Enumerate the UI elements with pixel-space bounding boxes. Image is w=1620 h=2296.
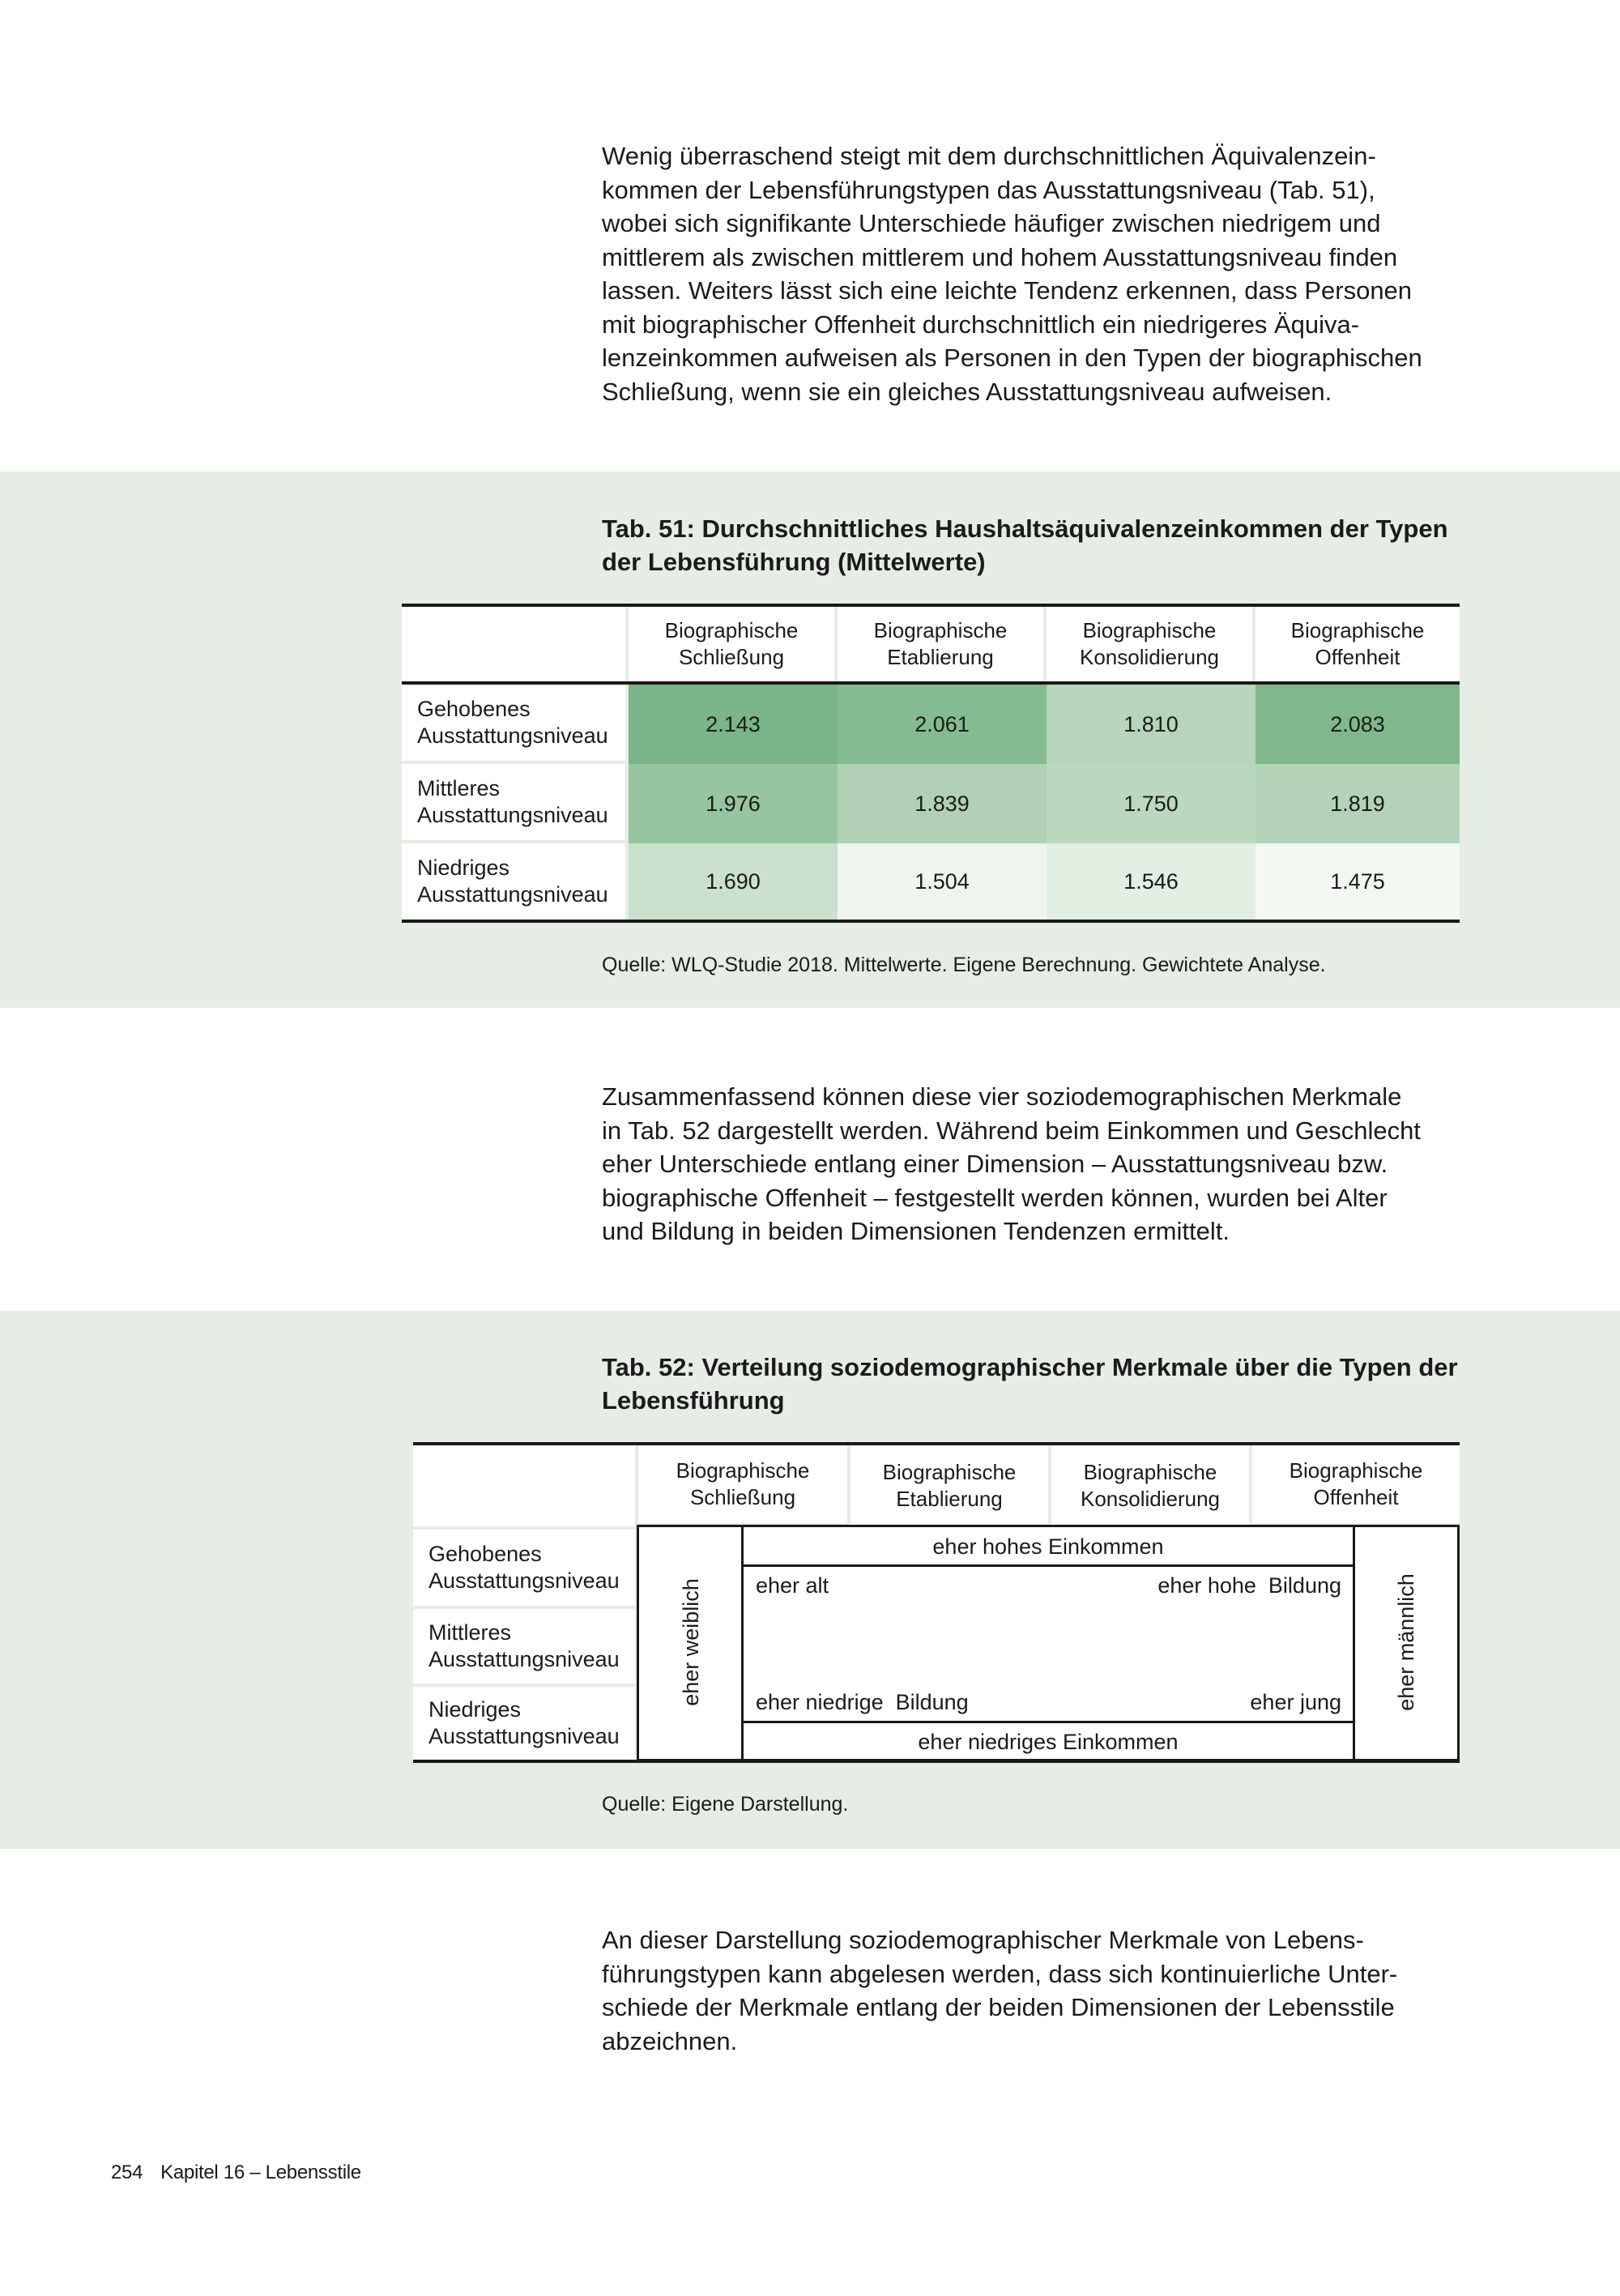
table51-col-header: Biographische Offenheit [1256,607,1460,681]
page-number: 254 [111,2162,143,2183]
table52-col-header: Biographische Schließung [638,1445,847,1523]
table51-row-label: Gehobenes Ausstattungsniveau [402,685,625,761]
table51-row-label: Mittleres Ausstattungsniveau [402,764,625,840]
table52-bottom-rule [413,1760,1460,1763]
table51-value-cell: 1.976 [629,764,838,843]
table51-bottom-rule [402,920,1460,923]
table51-row-label: Niedriges Ausstattungsniveau [402,843,625,920]
low-income-label: eher niedriges Einkommen [918,1730,1179,1754]
table52 [413,1442,1460,1763]
table51-value-cell: 1.839 [838,764,1047,843]
table51-value-cell: 1.750 [1047,764,1256,843]
table51-corner-cell [402,607,625,681]
high-income-label: eher hohes Einkommen [932,1534,1164,1559]
table51-value-cell: 2.083 [1256,685,1460,764]
table52-corner-cell [413,1445,635,1526]
table51-value-cell: 1.475 [1256,843,1460,920]
table52-row-label: Niedriges Ausstattungsniveau [413,1687,635,1760]
chapter-title: Kapitel 16 – Lebensstile [160,2162,361,2183]
table51-col-header: Biographische Etablierung [838,607,1043,681]
female-label: eher weiblich [679,1578,703,1706]
table51-value-cell: 2.143 [629,685,838,764]
table51-source: Quelle: WLQ-Studie 2018. Mittelwerte. Eigene Berechnung. Gewichtete Analyse. [602,954,1326,976]
table51-value-cell: 1.546 [1047,843,1256,920]
table51-caption: Tab. 51: Durchschnittliches Haushaltsäquivalenzeinkommen der Typen der Lebensführung (Mittelwerte) [602,514,1448,576]
paragraph-summary: Zusammenfassend können diese vier soziodemographischen Merkmale in Tab. 52 dargestellt werden. Während beim Einkommen und Geschlecht eher Unterschiede entlang einer Dimension – Ausstattungsniveau bzw. biographische Offenheit – festgestellt werden können, wurden bei Alter und Bildung in beiden Dimensionen Tendenzen ermittelt. [602,1082,1421,1245]
old-label: eher alt [756,1573,829,1598]
table51-value-cell: 1.504 [838,843,1047,920]
table51-value-cell: 2.061 [838,685,1047,764]
table52-col-header: Biographische Konsolidierung [1051,1445,1249,1526]
table52-col-header: Biographische Offenheit [1252,1445,1460,1523]
page-footer [111,2162,361,2184]
table51-value-cell: 1.810 [1047,685,1256,764]
table52-caption: Tab. 52: Verteilung soziodemographischer Merkmale über die Typen der Lebensführung [602,1353,1458,1415]
table51-value-cell: 1.819 [1256,764,1460,843]
table52-col-header: Biographische Etablierung [850,1445,1048,1526]
table52-row-label: Mittleres Ausstattungsniveau [413,1609,635,1684]
low-education-label: eher niedrige Bildung [756,1690,969,1714]
young-label: eher jung [1250,1690,1341,1714]
high-education-label: eher hohe Bildung [1157,1573,1341,1598]
paragraph-conclusion: An dieser Darstellung soziodemographischer Merkmale von Lebens- führungstypen kann abgelesen werden, dass sich kontinuierliche Unter- schiede der Merkmale entlang der beiden Dimensionen der Lebensstile abzeichnen. [602,1926,1398,2055]
table52-source: Quelle: Eigene Darstellung. [602,1793,849,1816]
table52-row-label: Gehobenes Ausstattungsniveau [413,1530,635,1606]
table51-col-header: Biographische Konsolidierung [1047,607,1252,681]
male-label: eher männlich [1394,1573,1418,1711]
paragraph-intro: Wenig überraschend steigt mit dem durchschnittlichen Äquivalenzein- kommen der Lebensführungstypen das Ausstattungsniveau (Tab. 51), wobei sich signifikante Unterschiede häufiger zwischen niedrigem und mittlerem als zwischen mittlerem und hohem Ausstattungsniveau finden lassen. Weiters lässt sich eine leichte Tendenz erkennen, dass Personen mit biographischer Offenheit durchschnittlich ein niedrigeres Äquiva- lenzeinkommen aufweisen als Personen in den Typen der biographischen Schließung, wenn sie ein gleiches Ausstattungsniveau aufweisen. [602,142,1422,406]
table51 [402,604,1460,923]
table51-col-header: Biographische Schließung [629,607,834,681]
table51-value-cell: 1.690 [629,843,838,920]
